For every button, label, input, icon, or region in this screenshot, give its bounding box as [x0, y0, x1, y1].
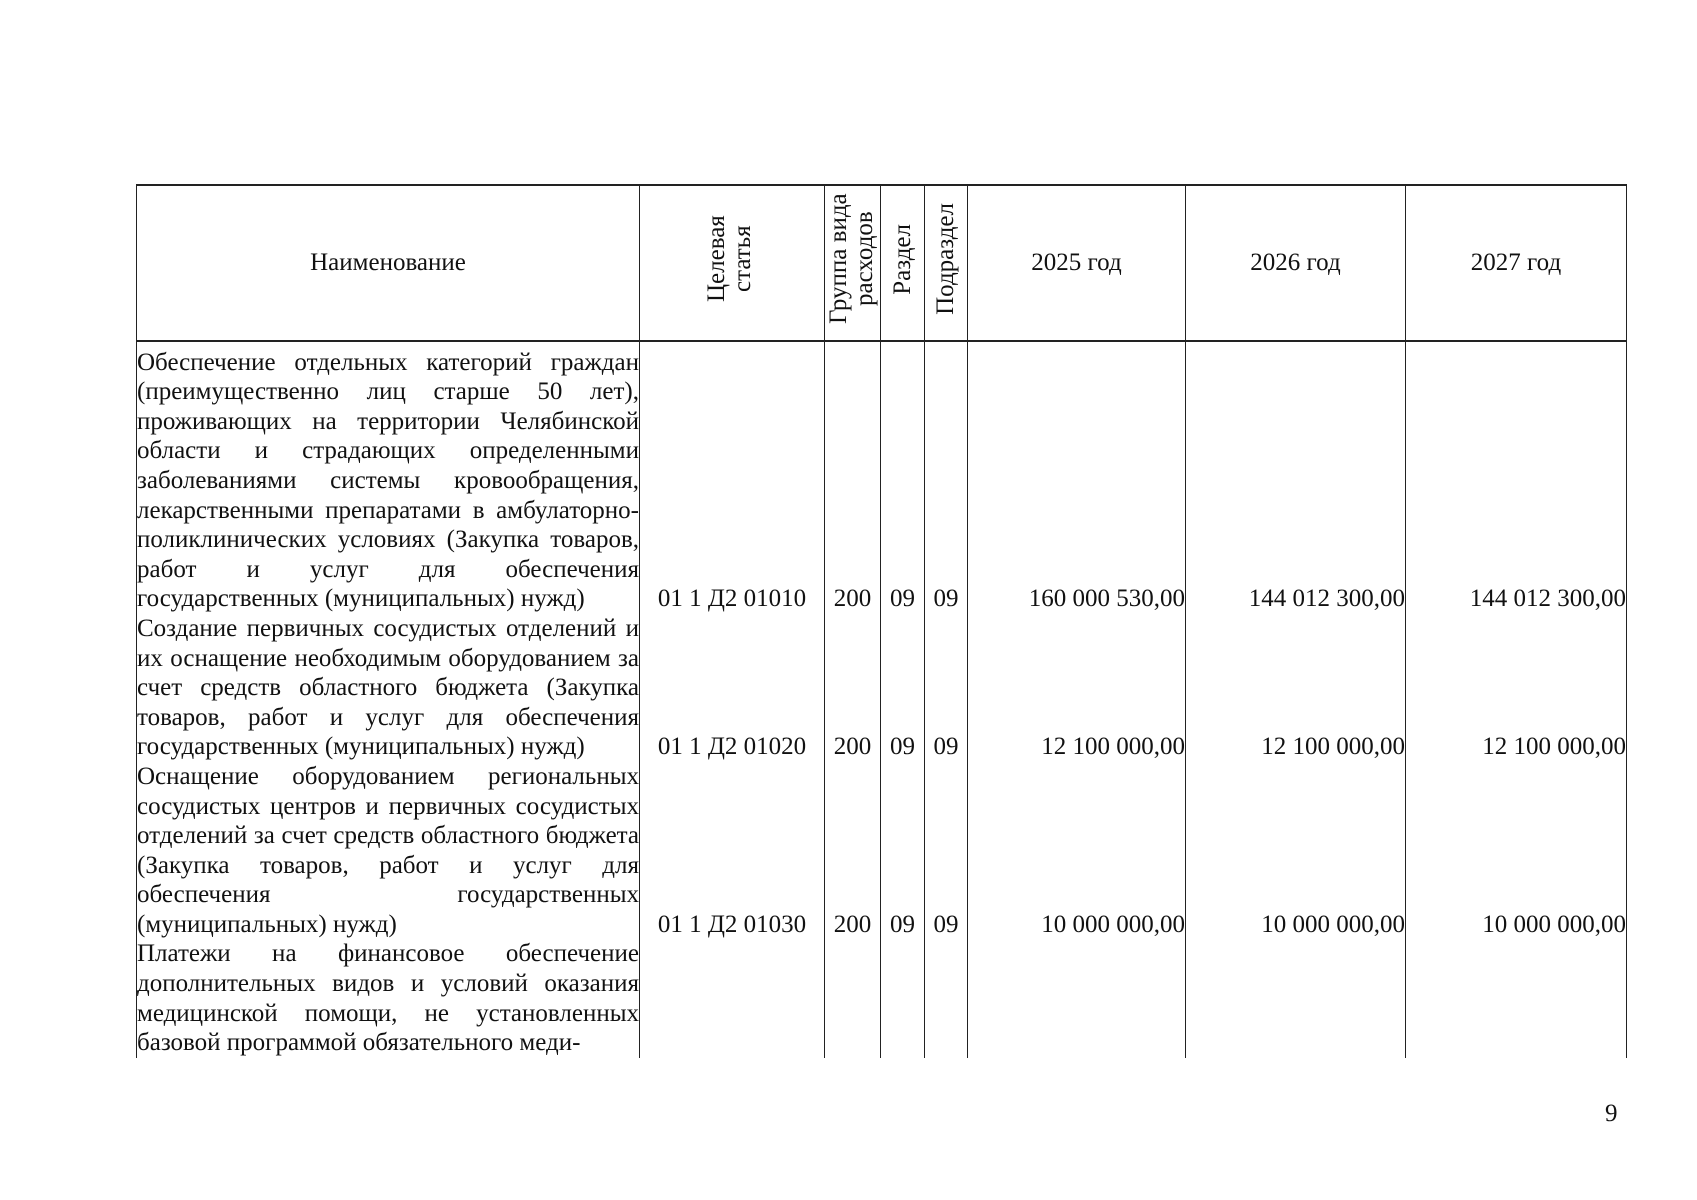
header-expense-group: Группа вида расходов	[825, 185, 881, 341]
row-subsection: 09	[925, 762, 968, 940]
row-name: Оснащение оборудованием региональных сосудистых центров и первичных сосудистых отделений за счет средств областного бюджета (Закупка товаров, работ и услуг для обеспечения государственных (муниципальных) нужд)	[137, 762, 639, 938]
table-row	[137, 614, 1627, 762]
table-row	[137, 762, 1627, 940]
row-amount-2027: 12 100 000,00	[1406, 614, 1627, 762]
row-section: 09	[881, 614, 925, 762]
row-amount-2026: 10 000 000,00	[1186, 762, 1406, 940]
row-name: Обеспечение отдельных категорий граждан (преимущественно лиц старше 50 лет), проживающих на территории Челябинской области и страдающих определенными заболеваниями системы кровообращения, лекарственными препаратами в амбулаторно-поликлинических условиях (Закупка товаров, работ и услуг для обеспечения государственных (муниципальных) нужд)	[137, 341, 640, 614]
row-subsection: 09	[925, 614, 968, 762]
header-subsection: Подраздел	[925, 185, 968, 341]
row-amount-2026: 144 012 300,00	[1186, 341, 1406, 614]
row-expense-group: 200	[825, 614, 881, 762]
row-name: Создание первичных сосудистых отделений и их оснащение необходимым оборудованием за счет средств областного бюджета (Закупка товаров, работ и услуг для обеспечения государственных (муниципальных) нужд)	[137, 614, 639, 761]
row-amount-2025: 160 000 530,00	[968, 341, 1186, 614]
row-target-article: 01 1 Д2 01020	[640, 614, 825, 762]
row-amount-2026: 12 100 000,00	[1186, 614, 1406, 762]
row-section: 09	[881, 341, 925, 614]
header-row	[137, 185, 1627, 341]
header-name: Наименование	[137, 185, 640, 341]
row-amount-2027: 10 000 000,00	[1406, 762, 1627, 940]
row-target-article: 01 1 Д2 01030	[640, 762, 825, 940]
row-amount-2027: 144 012 300,00	[1406, 341, 1627, 614]
row-name: Платежи на финансовое обеспечение дополнительных видов и условий оказания медицинской помощи, не установленных базовой программой обязательного меди-	[137, 940, 639, 1057]
row-expense-group: 200	[825, 341, 881, 614]
table-row	[137, 341, 1627, 614]
row-expense-group: 200	[825, 762, 881, 940]
header-2026: 2026 год	[1186, 185, 1406, 341]
header-target-article: Целевая статья	[640, 185, 825, 341]
row-amount-2025: 12 100 000,00	[968, 614, 1186, 762]
header-2027: 2027 год	[1406, 185, 1627, 341]
row-amount-2025: 10 000 000,00	[968, 762, 1186, 940]
page-number: 9	[1605, 1100, 1618, 1127]
header-2025: 2025 год	[968, 185, 1186, 341]
header-section: Раздел	[881, 185, 925, 341]
budget-table	[136, 184, 1627, 1058]
table-row	[137, 939, 1627, 1057]
row-section: 09	[881, 762, 925, 940]
row-target-article: 01 1 Д2 01010	[640, 341, 825, 614]
row-subsection: 09	[925, 341, 968, 614]
